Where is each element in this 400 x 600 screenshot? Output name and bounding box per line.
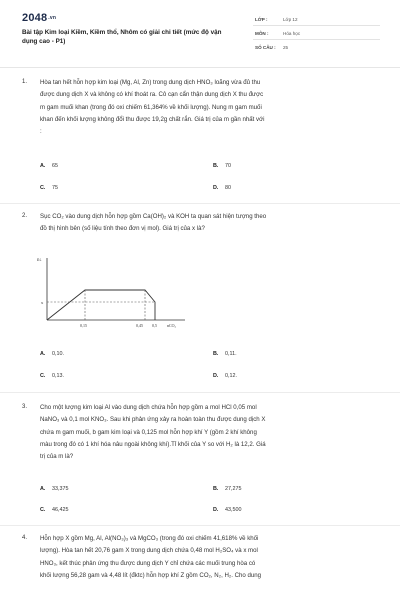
brand-name: 2048 [22, 12, 48, 24]
question-number: 1. [22, 79, 28, 85]
question-line: được dung dịch X và không có khí thoát ra. Cô cạn cẩn thận dung dịch X thu được [40, 91, 264, 99]
meta-label: MÔN : [255, 31, 269, 36]
x-tick-045: 0,45 [136, 323, 143, 328]
header-divider [0, 67, 400, 68]
meta-count [255, 45, 380, 50]
question-divider [0, 203, 400, 204]
x-axis-label: nCO₂ [167, 323, 176, 328]
question-text [40, 77, 380, 138]
question-line: Hỗn hợp X gồm Mg, Al, Al(NO₃)₃ và MgCO₃ (trong đó oxi chiếm 41,618% về khối [40, 535, 259, 542]
precipitate-curve [47, 290, 155, 320]
meta-subject [255, 31, 380, 36]
option-b[interactable] [213, 351, 237, 357]
option-b[interactable] [213, 486, 242, 492]
question-divider [0, 525, 400, 526]
question-line: khan đến khối lượng không đổi thu được 19,2g chất rắn. Giá trị của m gần nhất với [40, 115, 265, 123]
meta-value: Lớp 12 [283, 17, 298, 22]
question-line: trị của m là? [40, 453, 74, 461]
option-text: 0,12. [225, 373, 237, 379]
question-text [40, 402, 380, 463]
meta-grade [255, 17, 380, 22]
question-line: khối lượng 56,28 gam và 4,48 lít (đktc) hỗn hợp khí Z gồm CO₂, N₂, H₂. Cho dung [40, 571, 262, 579]
question-line: chứa m gam muối, b gam kim loại và 0,125 mol hỗn hợp khí Y (gồm 2 khí không [40, 428, 257, 436]
y-tick-x: x [41, 300, 44, 305]
question-text [40, 533, 380, 582]
option-text: 27,275 [225, 486, 242, 492]
option-a[interactable] [40, 163, 58, 169]
option-text: 75 [52, 185, 58, 191]
question-line: Cho một lượng kim loại Al vào dung dịch chứa hỗn hợp gồm a mol HCl 0,05 mol [40, 404, 257, 411]
meta-value: 25 [283, 45, 289, 50]
option-text: 46,425 [52, 507, 69, 513]
option-b[interactable] [213, 163, 231, 169]
option-d[interactable] [213, 507, 242, 513]
option-letter: D. [213, 373, 219, 379]
option-letter: A. [40, 351, 46, 357]
brand-domain: .vn [48, 15, 57, 22]
option-text: 0,11. [225, 351, 237, 357]
y-axis-label: n↓ [37, 258, 42, 263]
question-line: Sục CO₂ vào dung dịch hỗn hợp gồm Ca(OH)₂ và KOH ta quan sát hiện tượng theo [40, 213, 267, 220]
option-c[interactable] [40, 373, 64, 379]
co2-graph [35, 252, 195, 332]
option-letter: C. [40, 185, 46, 191]
question-line: màu trong đó có 1 khí hóa nâu ngoài không khí).Tỉ khối của Y so với H₂ là 12,2. Giá [40, 440, 266, 448]
option-text: 80 [225, 185, 231, 191]
option-letter: C. [40, 373, 46, 379]
option-letter: D. [213, 185, 219, 191]
x-tick-05: 0,5 [152, 323, 157, 328]
question-number: 2. [22, 213, 28, 219]
option-d[interactable] [213, 373, 237, 379]
option-text: 43,500 [225, 507, 242, 513]
question-text [40, 211, 380, 236]
meta-value: Hóa học [283, 31, 301, 36]
option-c[interactable] [40, 507, 69, 513]
option-c[interactable] [40, 185, 58, 191]
option-text: 65 [52, 163, 58, 169]
question-number: 4. [22, 535, 28, 541]
question-divider [0, 392, 400, 393]
meta-label: SỐ CÂU : [255, 45, 276, 50]
question-line: m gam muối khan (trong đó oxi chiếm 61,364% về khối lượng). Nung m gam muối [40, 103, 262, 111]
question-line: NaNO₃ và 0,1 mol KNO₃. Sau khi phản ứng xảy ra hoàn toàn thu được dung dịch X [40, 416, 266, 424]
meta-divider [253, 25, 380, 26]
option-letter: D. [213, 507, 219, 513]
option-letter: B. [213, 486, 219, 492]
page-title: Bài tập Kim loại Kiềm, Kiềm thổ, Nhôm có giải chi tiết (mức độ vận dụng cao - P1) [22, 29, 222, 45]
option-letter: A. [40, 486, 46, 492]
option-letter: A. [40, 163, 46, 169]
option-text: 70 [225, 163, 231, 169]
option-text: 0,10. [52, 351, 64, 357]
question-number: 3. [22, 404, 28, 410]
option-letter: C. [40, 507, 46, 513]
meta-divider [253, 39, 380, 40]
option-letter: B. [213, 351, 219, 357]
option-a[interactable] [40, 351, 64, 357]
option-letter: B. [213, 163, 219, 169]
site-logo[interactable] [22, 12, 56, 24]
question-line: HNO₃, kết thúc phản ứng thu được dung dịch Y chỉ chứa các muối trung hòa có [40, 559, 256, 567]
meta-label: LỚP : [255, 17, 268, 22]
option-a[interactable] [40, 486, 69, 492]
option-text: 0,13. [52, 373, 64, 379]
question-line: : [40, 128, 42, 136]
question-line: lượng). Hòa tan hết 20,76 gam X trong dung dịch chứa 0,48 mol H₂SO₄ và x mol [40, 547, 258, 555]
question-line: đồ thị hình bên (số liệu tính theo đơn vị mol). Giá trị của x là? [40, 225, 205, 233]
option-d[interactable] [213, 185, 231, 191]
x-tick-015: 0,15 [80, 323, 87, 328]
option-text: 33,375 [52, 486, 69, 492]
question-line: Hòa tan hết hỗn hợp kim loại (Mg, Al, Zn) trong dung dịch HNO₃ loãng vừa đủ thu [40, 79, 261, 86]
